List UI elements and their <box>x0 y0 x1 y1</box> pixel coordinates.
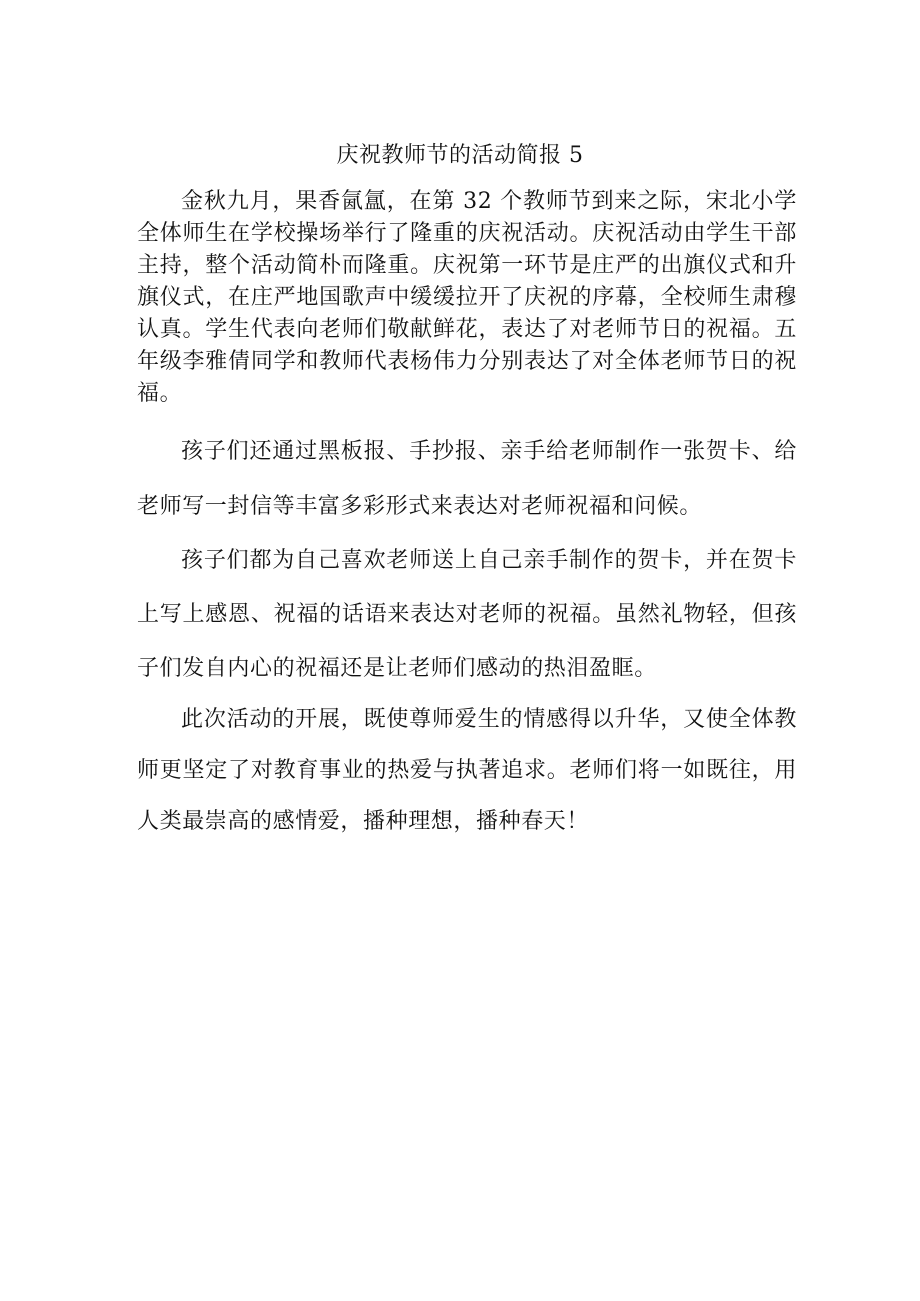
paragraph-1: 金秋九月，果香氤氲，在第 32 个教师节到来之际，宋北小学全体师生在学校操场举行了隆重的庆祝活动。庆祝活动由学生干部主持，整个活动简朴而隆重。庆祝第一环节是庄严的出旗仪式和升旗仪式，在庄严地国歌声中缓缓拉开了庆祝的序幕，全校师生肃穆认真。学生代表向老师们敬献鲜花，表达了对老师节日的祝福。五年级李雅倩同学和教师代表杨伟力分别表达了对全体老师节日的祝福。 <box>137 189 797 406</box>
document-title: 庆祝教师节的活动简报 5 <box>336 143 584 168</box>
paragraph-2: 孩子们还通过黑板报、手抄报、亲手给老师制作一张贺卡、给老师写一封信等丰富多彩形式来表达对老师祝福和问候。 <box>137 439 797 519</box>
paragraph-4: 此次活动的开展，既使尊师爱生的情感得以升华，又使全体教师更坚定了对教育事业的热爱与执著追求。老师们将一如既往，用人类最崇高的感情爱，播种理想，播种春天！ <box>137 707 797 834</box>
paragraph-3: 孩子们都为自己喜欢老师送上自己亲手制作的贺卡，并在贺卡上写上感恩、祝福的话语来表达对老师的祝福。虽然礼物轻，但孩子们发自内心的祝福还是让老师们感动的热泪盈眶。 <box>137 548 797 681</box>
